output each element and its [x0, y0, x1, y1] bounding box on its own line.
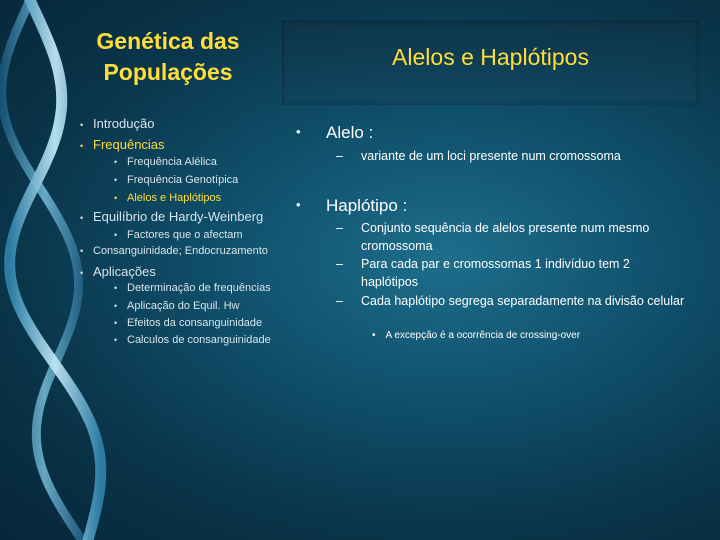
bullet-icon: •: [114, 157, 118, 167]
bullet-icon: •: [372, 330, 376, 341]
alelo-label: Alelo :: [326, 123, 374, 142]
outline-subitem: • Determinação de frequências: [114, 282, 271, 294]
bullet-icon: •: [80, 213, 84, 223]
haplotipo-point: – Cada haplótipo segrega separadamente na divisão celular: [336, 294, 685, 308]
bullet-icon: •: [80, 246, 84, 256]
bullet-icon: •: [114, 175, 118, 185]
bullet-icon: •: [80, 141, 84, 151]
haplotipo-note: • A excepção é a ocorrência de crossing-over: [372, 330, 581, 341]
haplotipo-point: – Conjunto sequência de alelos presente num mesmo cromossoma: [336, 221, 650, 253]
bullet-icon: •: [114, 318, 118, 328]
bullet-icon: •: [80, 120, 84, 130]
outline-item: • Equilíbrio de Hardy-Weinberg: [80, 209, 264, 224]
outline-item: • Frequências: [80, 137, 165, 152]
haplotipo-point: – Para cada par e cromossomas 1 indivíduo tem 2 haplótipos: [336, 257, 630, 289]
outline-item: • Consanguinidade; Endocruzamento: [80, 245, 268, 257]
outline-subitem: • Efeitos da consanguinidade: [114, 317, 263, 329]
alelo-definition: – variante de um loci presente num cromossoma: [336, 149, 621, 163]
outline-subitem: • Frequência Genotípica: [114, 174, 239, 186]
bullet-icon: •: [114, 193, 118, 203]
outline-item: • Introdução: [80, 116, 155, 131]
outline-subitem: • Calculos de consanguinidade: [114, 334, 271, 346]
dash-icon: –: [336, 257, 343, 271]
bullet-icon: •: [114, 301, 118, 311]
bullet-icon: •: [114, 230, 118, 240]
outline-item: • Aplicações: [80, 264, 156, 279]
outline-subitem: • Alelos e Haplótipos: [114, 192, 222, 204]
sidebar-title: Genética das Populações: [96, 28, 240, 85]
haplotipo-label: Haplótipo :: [326, 196, 408, 215]
outline-subitem: • Factores que o afectam: [114, 229, 243, 241]
outline-subitem: • Aplicação do Equil. Hw: [114, 300, 240, 312]
bullet-icon: •: [114, 335, 118, 345]
bullet-icon: •: [296, 197, 301, 212]
bullet-icon: •: [80, 268, 84, 278]
dash-icon: –: [336, 294, 343, 308]
bullet-icon: •: [114, 283, 118, 293]
slide-title: Alelos e Haplótipos: [392, 44, 589, 70]
bullet-icon: •: [296, 124, 301, 139]
outline-subitem: • Frequência Alélica: [114, 156, 217, 168]
dash-icon: –: [336, 149, 343, 163]
dash-icon: –: [336, 221, 343, 235]
